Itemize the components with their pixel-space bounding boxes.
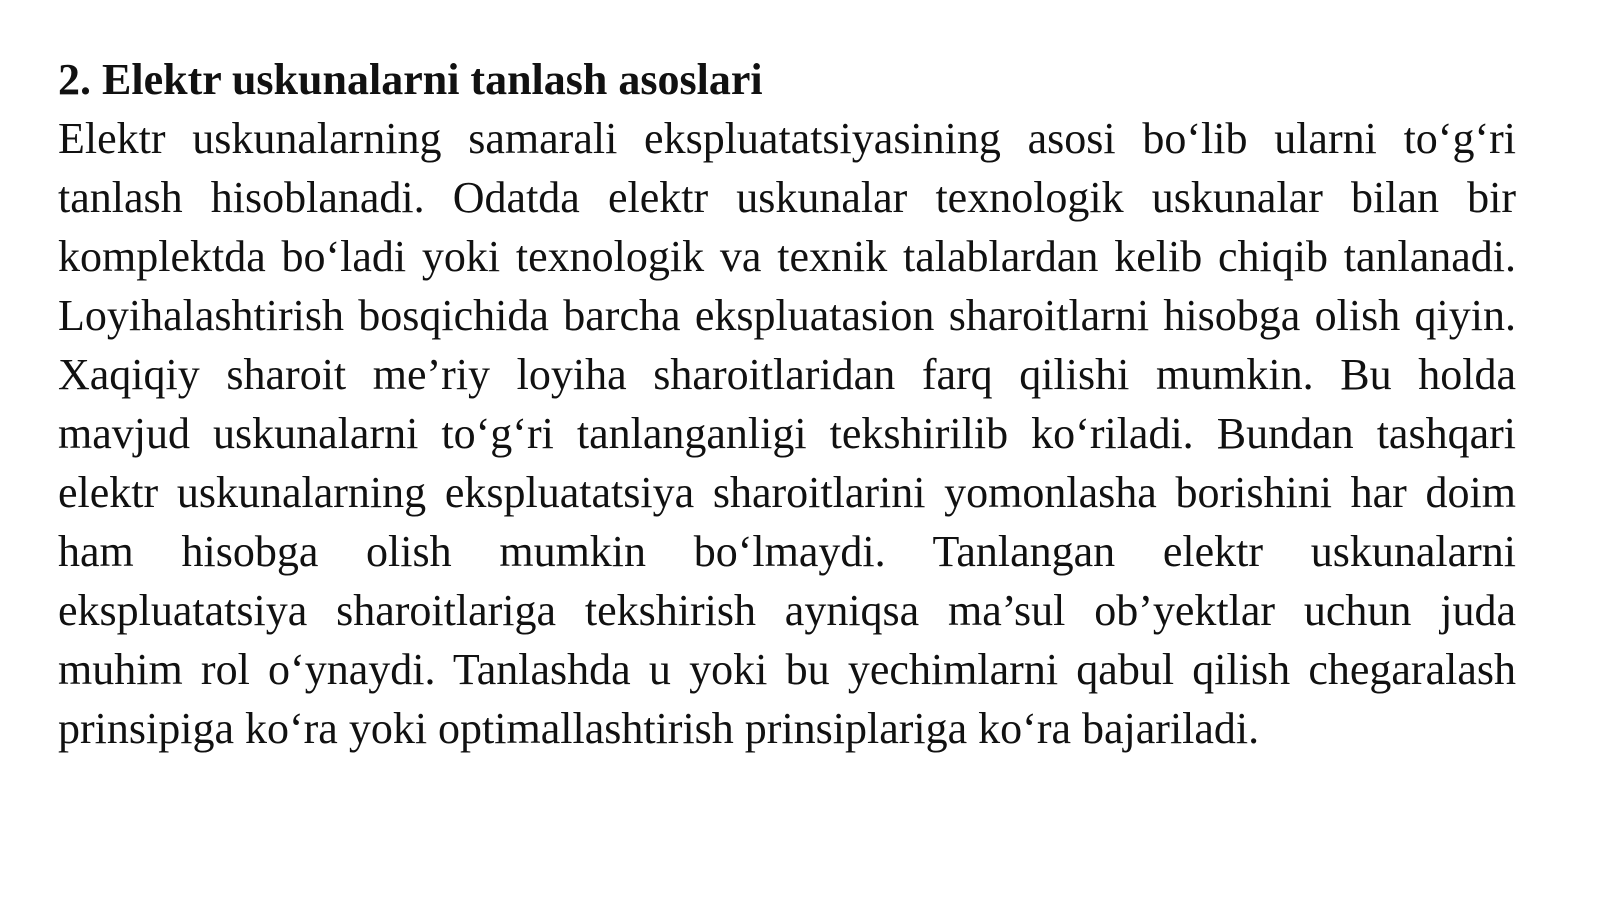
text-block — [58, 50, 1516, 758]
section-heading: 2. Elektr uskunalarni tanlash asoslari — [58, 55, 763, 104]
section-paragraph: Elektr uskunalarning samarali ekspluatatsiyasining asosi bo‘lib ularni to‘g‘ri tanlash hisoblanadi. Odatda elektr uskunalar texnologik uskunalar bilan bir komplektda bo‘ladi yoki texnologik va texnik talablardan kelib chiqib tanlanadi. Loyihalashtirish bosqichida barcha ekspluatasion sharoitlarni hisobga olish qiyin. Xaqiqiy sharoit me’riy loyiha sharoitlaridan farq qilishi mumkin. Bu holda mavjud uskunalarni to‘g‘ri tanlanganligi tekshirilib ko‘riladi. Bundan tashqari elektr uskunalarning ekspluatatsiya sharoitlarini yomonlasha borishini har doim ham hisobga olish mumkin bo‘lmaydi. Tanlangan elektr uskunalarni ekspluatatsiya sharoitlariga tekshirish ayniqsa ma’sul ob’yektlar uchun juda muhim rol o‘ynaydi. Tanlashda u yoki bu yechimlarni qabul qilish chegaralash prinsipiga ko‘ra yoki optimallashtirish prinsiplariga ko‘ra bajariladi. — [58, 114, 1516, 753]
